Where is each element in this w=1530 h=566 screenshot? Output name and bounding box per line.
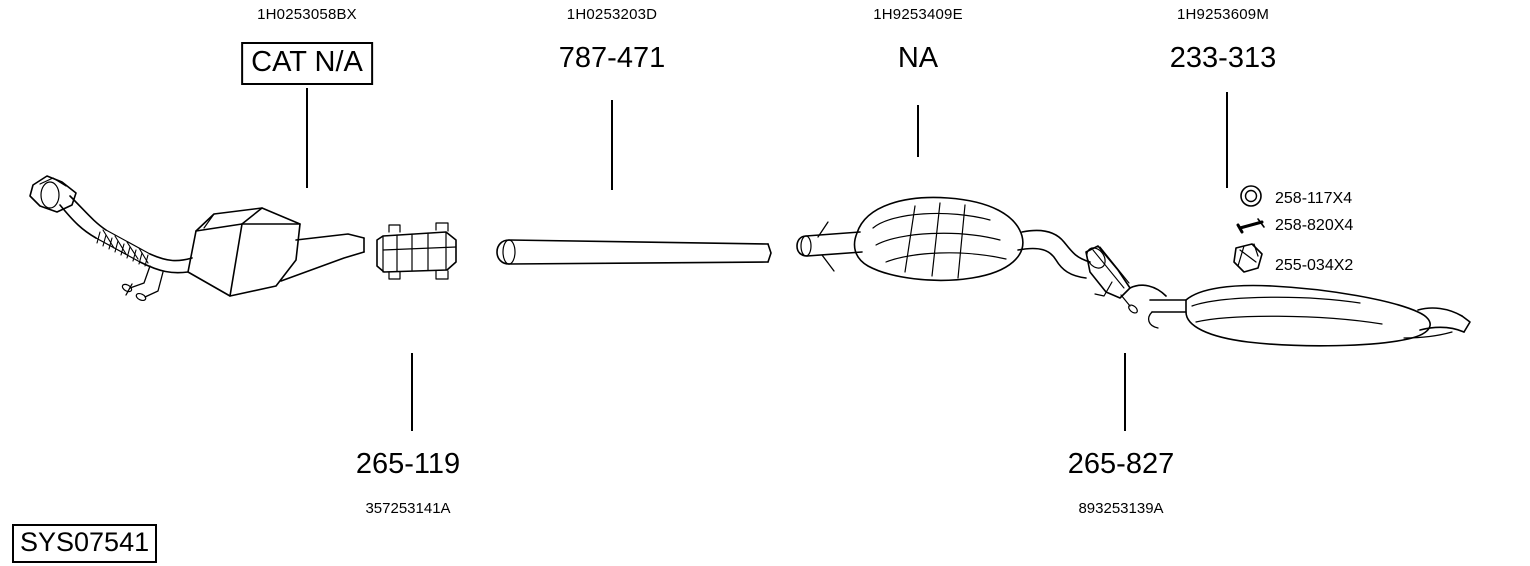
part-number: NA (897, 42, 939, 74)
part-number: CAT N/A (241, 42, 373, 85)
oem-number: 1H9253409E (873, 6, 963, 23)
oem-number: 893253139A (1078, 500, 1164, 517)
hardware-item-hanger (1275, 257, 1353, 275)
part-number: 265-827 (1067, 448, 1175, 480)
hardware-label: 258-117X4 (1275, 190, 1353, 207)
leader-line (1226, 92, 1228, 188)
oem-number: 357253141A (365, 500, 451, 517)
hardware-label: 255-034X2 (1275, 257, 1354, 274)
oem-number: 1H0253203D (566, 6, 658, 23)
leader-line (917, 105, 919, 157)
oem-number: 1H0253058BX (257, 6, 357, 23)
hardware-label: 258-820X4 (1275, 217, 1354, 234)
part-number: 265-119 (355, 448, 461, 480)
leader-line (306, 88, 308, 188)
leader-line (411, 353, 413, 431)
part-number: 787-471 (558, 42, 666, 74)
leader-line (1124, 353, 1126, 431)
hardware-item-ring (1275, 190, 1352, 208)
part-number: 233-313 (1169, 42, 1277, 74)
hardware-item-bolt (1275, 217, 1353, 235)
system-label: SYS07541 (12, 524, 157, 563)
leader-line (611, 100, 613, 190)
oem-number: 1H9253609M (1176, 6, 1270, 23)
